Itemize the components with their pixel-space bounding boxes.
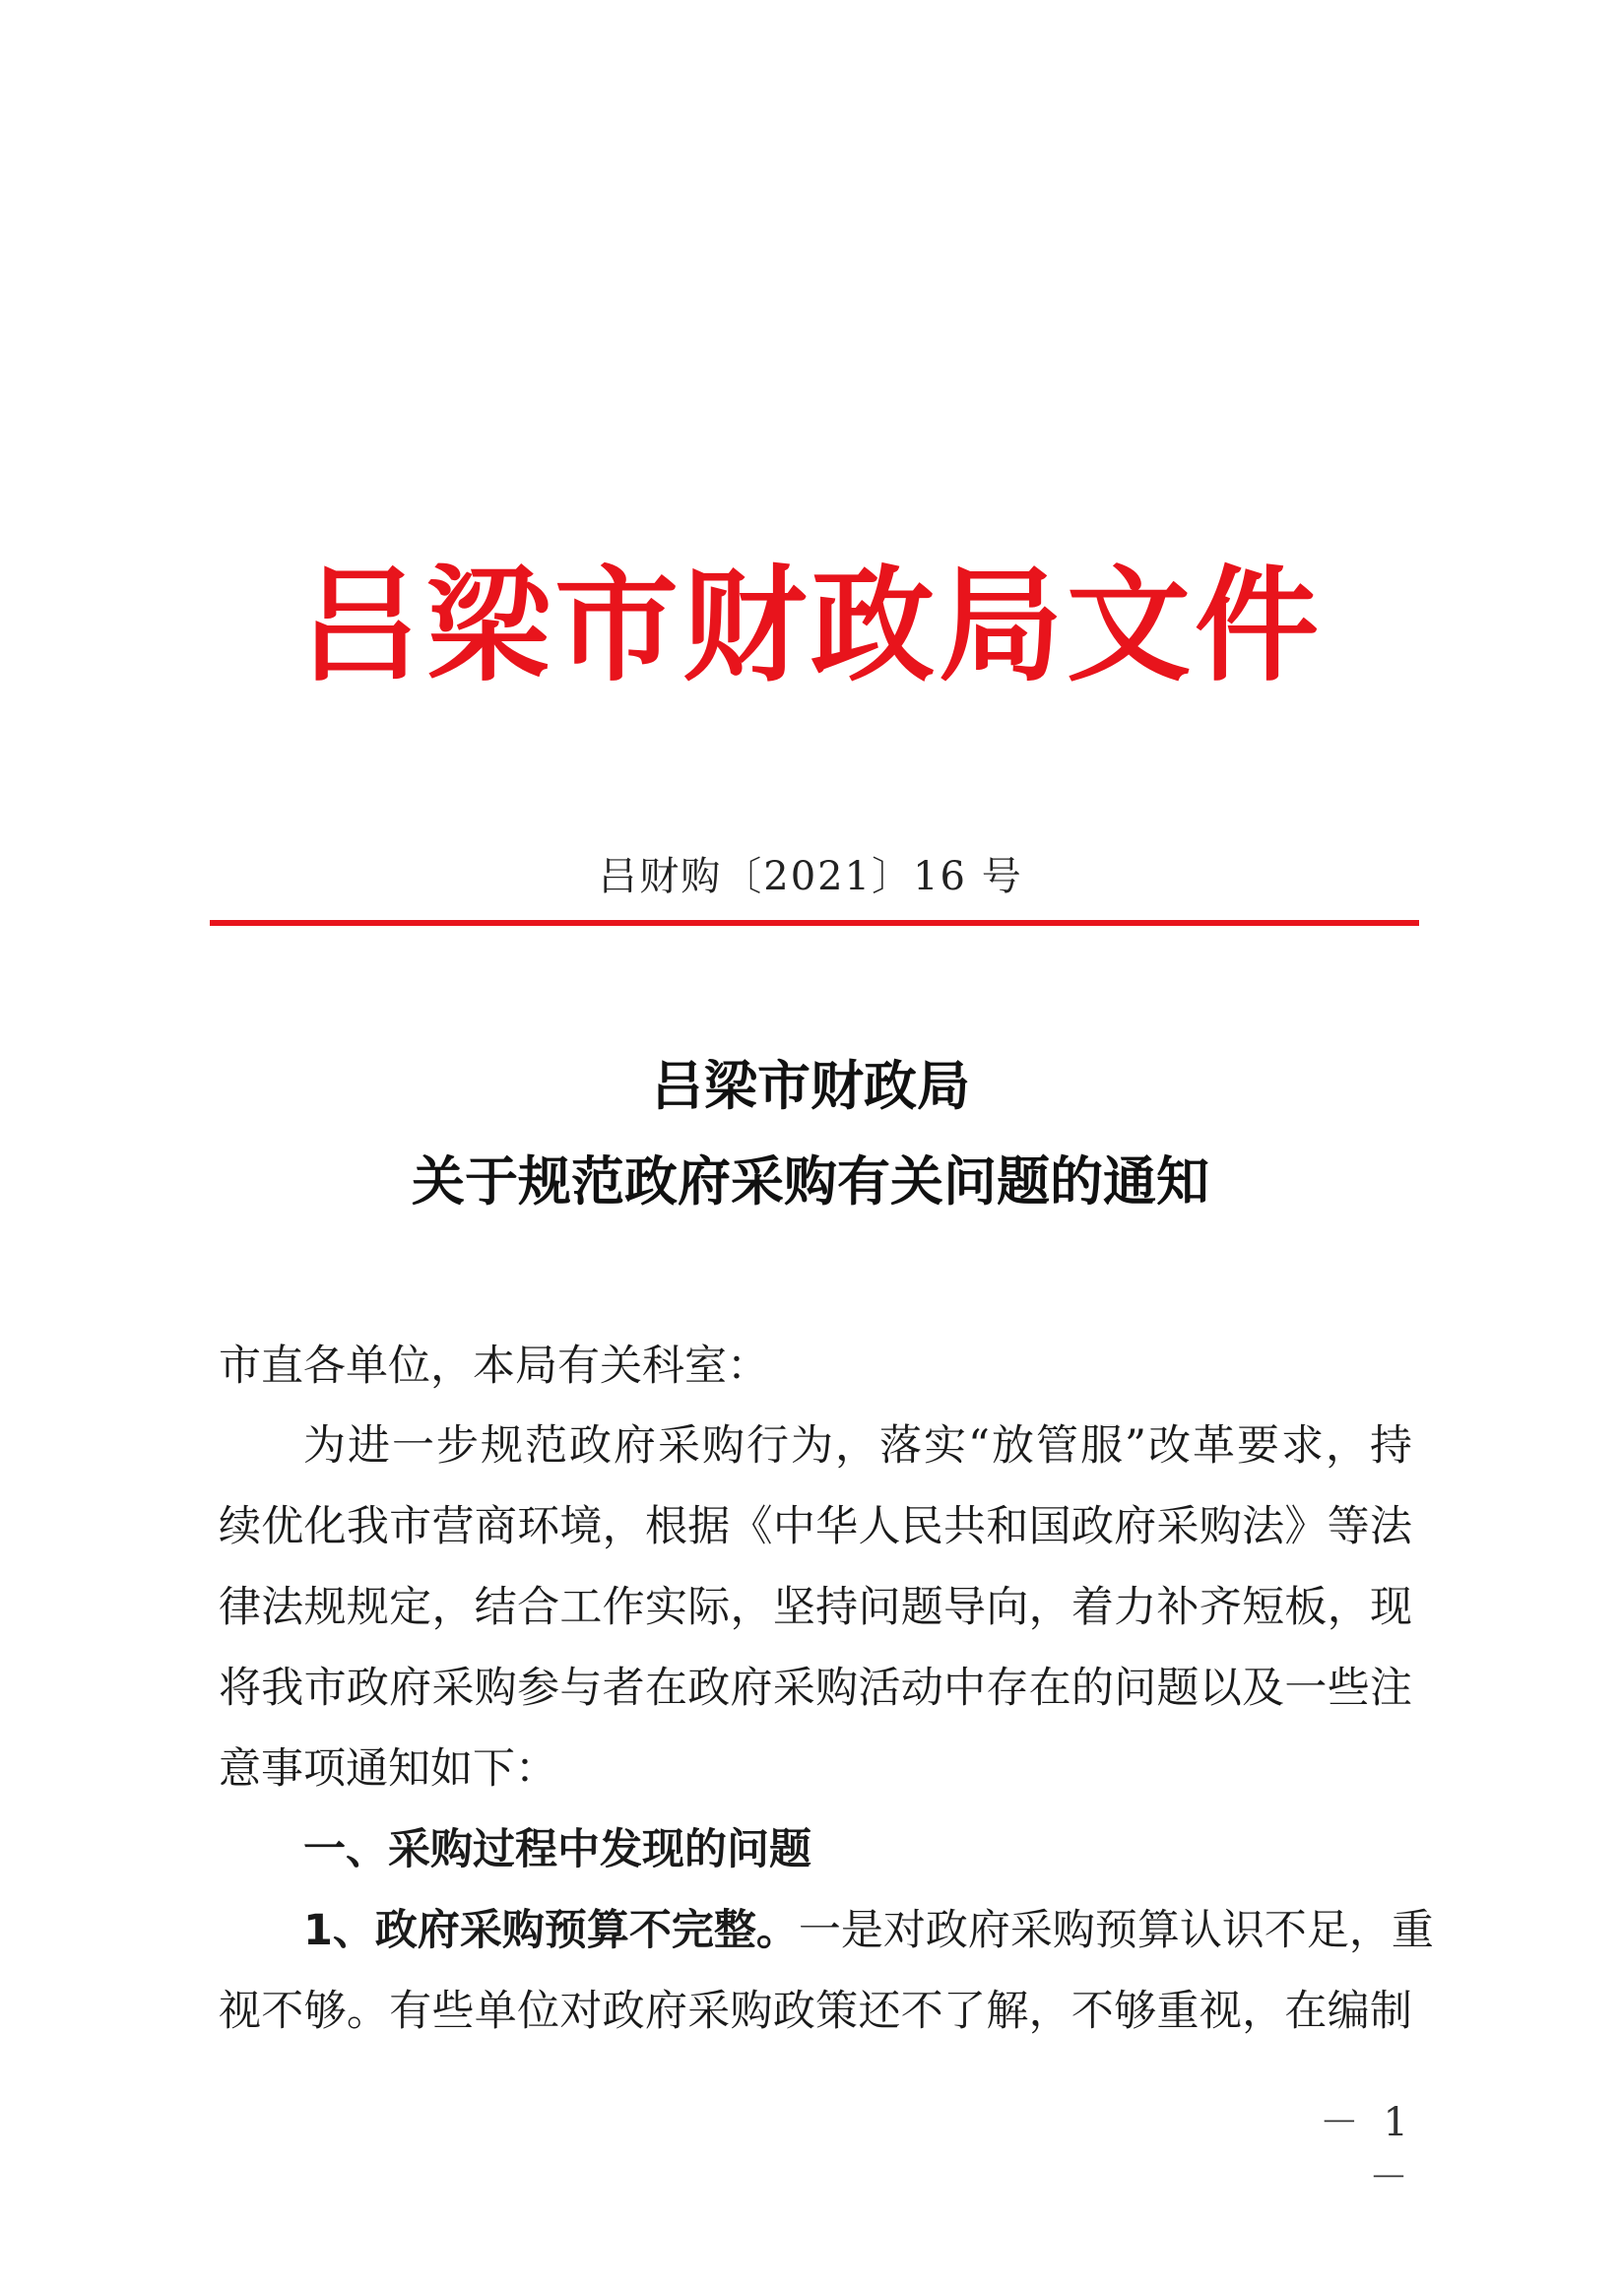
item-1-text: 一是对政府采购预算认识不足，重 (798, 1906, 1434, 1955)
salutation: 市直各单位，本局有关科室： (219, 1342, 769, 1391)
document-title-line1: 吕梁市财政局 (651, 1054, 970, 1117)
section-heading-1: 一、采购过程中发现的问题 (303, 1825, 811, 1874)
intro-line-3: 律法规规定，结合工作实际，坚持问题导向，着力补齐短板，现 (219, 1583, 1412, 1632)
intro-line-4: 将我市政府采购参与者在政府采购活动中存在的问题以及一些注 (219, 1664, 1412, 1713)
document-number: 吕财购〔2021〕16 号 (598, 854, 1023, 899)
intro-line-1: 为进一步规范政府采购行为，落实“放管服”改革要求，持 (303, 1421, 1412, 1471)
page-number: － 1 － (1319, 2100, 1414, 2200)
item-1-lead: 1、政府采购预算不完整。 (303, 1906, 799, 1955)
intro-line-5: 意事项通知如下： (219, 1744, 557, 1794)
intro-line-2: 续优化我市营商环境，根据《中华人民共和国政府采购法》等法 (219, 1502, 1412, 1551)
item-1-line-1 (303, 1890, 1434, 1971)
red-divider-line (210, 920, 1419, 926)
item-1-line-2: 视不够。有些单位对政府采购政策还不了解，不够重视，在编制 (219, 1987, 1412, 2036)
document-title-line2: 关于规范政府采购有关问题的通知 (412, 1149, 1209, 1213)
masthead-title: 吕梁市财政局文件 (298, 553, 1323, 698)
